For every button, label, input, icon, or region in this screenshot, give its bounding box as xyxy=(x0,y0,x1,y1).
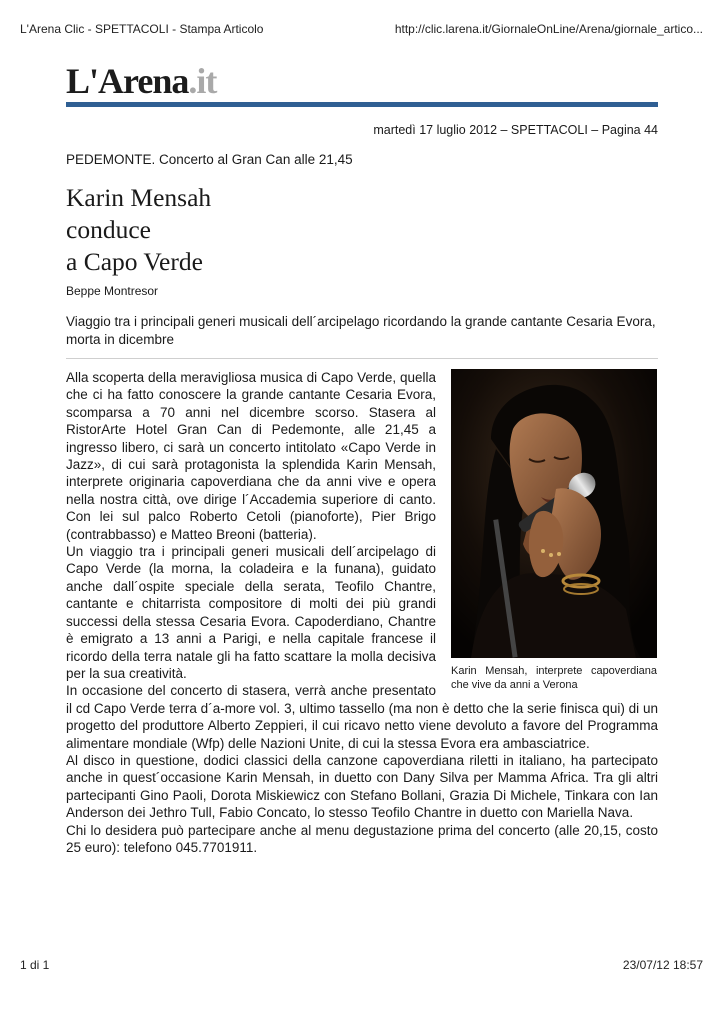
print-timestamp: 23/07/12 18:57 xyxy=(622,958,703,972)
body-paragraph: Al disco in questione, dodici classici della canzone capoverdiana riletti in italiano, ha partecipato anche in quest´occasione Karin Mensah, in duetto con Dany Silva per Mamma Africa. Tra gli altri partecipanti Gino Paoli, Dorota Miskiewicz con Stefano Bollani, Grazia Di Michele, Tinkara con Ian Anderson dei Jethro Tull, Fabio Concato, lo stesso Teofilo Chantre in duetto con Mariella Nava. xyxy=(66,752,658,821)
article-summary: Viaggio tra i principali generi musicali dell´arcipelago ricordando la grande cantante Cesaria Evora, morta in dicembre xyxy=(66,314,656,347)
print-header-url: http://clic.larena.it/GiornaleOnLine/Arena/giornale_artico... xyxy=(394,22,703,36)
photo-caption: Karin Mensah, interprete capoverdiana che vive da anni a Verona xyxy=(451,665,657,691)
larena-logo xyxy=(66,62,216,100)
summary-divider xyxy=(66,358,658,359)
dateline: martedì 17 luglio 2012 – SPETTACOLI – Pagina 44 xyxy=(373,123,658,137)
figure-spacer xyxy=(436,369,658,697)
body-paragraph: Alla scoperta della meravigliosa musica di Capo Verde, quella che ci ha fatto conoscere la grande cantante Cesaria Evora, scomparsa a 70 anni nel dicembre scorso. Stasera al RistorArte Hotel Gran Can di Pedemonte, alle 21,45 a ingresso libero, ci sarà un concerto intitolato «Capo Verde in Jazz», di cui sarà protagonista la splendida Karin Mensah, interprete originaria capoverdiana che da anni vive e opera nella nostra città, ove dirige l´Accademia superiore di canto. Con lei sul palco Roberto Cetoli (pianoforte), Pier Brigo (contrabbasso) e Matteo Breoni (batteria). xyxy=(66,370,436,542)
headline-line-3: a Capo Verde xyxy=(66,247,203,276)
body-paragraph: In occasione del concerto di stasera, verrà anche presentato il cd Capo Verde terra d´a-more vol. 3, ultimo tassello (ma non è detto che la serie finisca qui) di un progetto del produttore Alberto Zeppieri, il cui ricavo netto viene devoluto a favore del Programma alimentare mondiale (Wfp) delle Nazioni Unite, di cui la stessa Evora era ambasciatrice. xyxy=(66,683,658,751)
headline-line-2: conduce xyxy=(66,215,151,244)
logo-tld: it xyxy=(196,61,217,101)
page-count: 1 di 1 xyxy=(20,958,50,972)
logo-name: L'Arena xyxy=(66,61,189,101)
article-author: Beppe Montresor xyxy=(66,284,159,298)
headline-line-1: Karin Mensah xyxy=(66,183,212,212)
body-paragraph: Un viaggio tra i principali generi musicali dell´arcipelago di Capo Verde (la morna, la coladeira e la funana), guidato anche dall´ospite speciale della serata, Teofilo Chantre, cantante e chitarrista compositore di molti dei più grandi successi della stessa Cesaria Evora. Capoderdiano, Chantre è emigrato a 13 anni a Parigi, e nella capitale francese il ricordo della terra natale gli ha fatto scattare la molla decisiva per la sua creatività. xyxy=(66,544,436,681)
article-kicker: PEDEMONTE. Concerto al Gran Can alle 21,45 xyxy=(66,152,353,167)
article-headline xyxy=(66,182,366,278)
article-body xyxy=(66,369,658,856)
print-footer xyxy=(20,958,703,972)
print-header-title: L'Arena Clic - SPETTACOLI - Stampa Articolo xyxy=(20,22,264,36)
body-paragraph: Chi lo desidera può partecipare anche al menu degustazione prima del concerto (alle 20,15, costo 25 euro): telefono 045.7701911. xyxy=(66,822,658,855)
print-header xyxy=(20,22,703,36)
logo-dot: . xyxy=(188,61,197,101)
masthead xyxy=(66,62,658,108)
masthead-rule xyxy=(66,102,658,107)
